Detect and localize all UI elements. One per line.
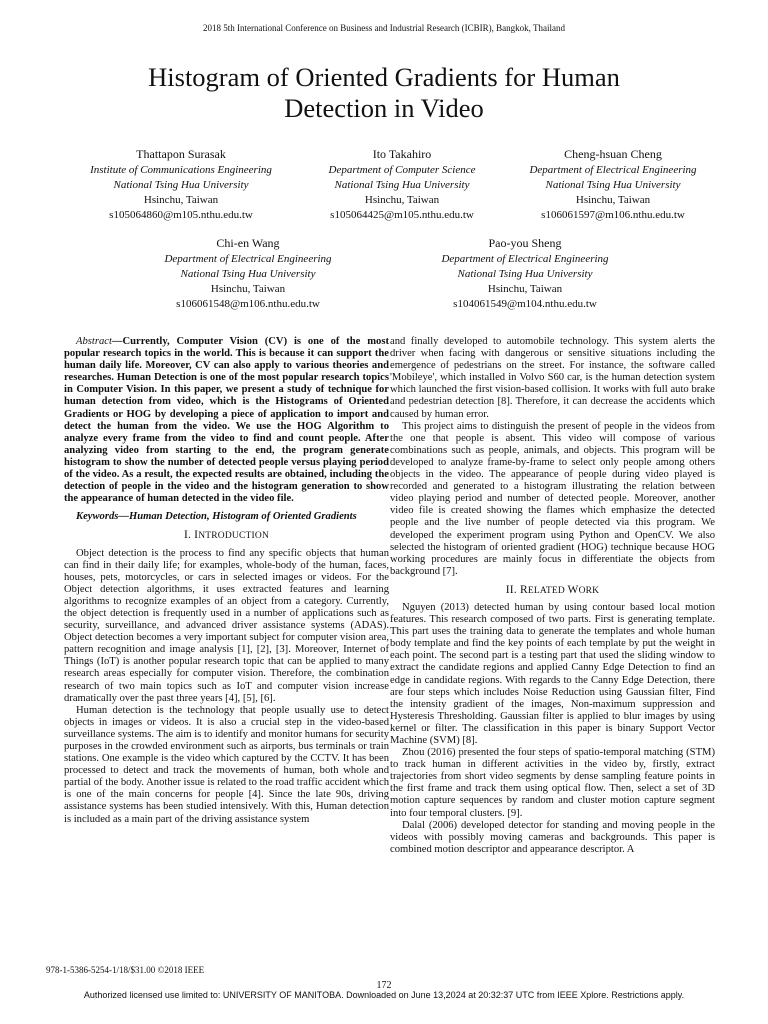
author-univ: National Tsing Hua University [545,179,681,191]
author-univ: National Tsing Hua University [180,268,316,280]
paragraph: This project aims to distinguish the present of people in the videos from the one that people is absent. This video will compose of various combinations such as people, animals, and objects. This program will be developed to analyze frame-by-frame to select only people among others objects in the video. The appearance of people during video played is recorded and generated to a histogram illustrating the relation between video playing period and number of detected people. Moreover, another video file is created showing the flames which emphasize the detected people and the live number of people detected via this program. We developed the experiment program using Python and OpenCV. We also selected the histogram of oriented gradient (HOG) technique because HOG working procedures are mainly focus in differentiate the objects from background [7]. [390,420,715,577]
author-univ: National Tsing Hua University [113,179,249,191]
author-dept: Department of Electrical Engineering [529,164,697,176]
paragraph: Object detection is the process to find any specific objects that human can find in their daily life; for examples, whole-body of the human, faces, houses, pets, motorcycles, or cars in selected images or videos. For the Object detection algorithms, it uses extracted features and learning algorithms to recognize examples of an object from a category. Currently, the object detection is frequently used in a number of applications such as security, surveillance, and advanced driver assistance systems (ADAS). Object detection becomes a very important subject for computer vision area, pattern recognition and image analysis [1], [2], [3]. Moreover, Internet of Things (IoT) is another popular research topic that can be applied to many research areas especially for computer vision. Therefore, the combination research of two main topics such as IoT and computer vision increase dramatically over the past three years [4], [5], [6]. [64,547,389,704]
right-column [390,336,715,856]
paper-title [60,62,708,124]
author-name: Chi-en Wang [216,236,280,250]
section-heading-related-work: II. RELATED WORK [505,583,600,596]
copyright-footer: 978-1-5386-5254-1/18/$31.00 ©2018 IEEE [46,965,205,975]
author-email[interactable]: s105064860@m105.nthu.edu.tw [109,209,253,221]
author-location: Hsinchu, Taiwan [364,194,440,206]
left-column [64,336,389,826]
author-email[interactable]: s105064425@m105.nthu.edu.tw [330,209,474,221]
author-name: Pao-you Sheng [488,236,562,250]
author-email[interactable]: s106061548@m106.nthu.edu.tw [176,298,320,310]
page-number: 172 [376,980,392,991]
abstract-lead: Abstract [76,336,112,347]
author-location: Hsinchu, Taiwan [575,194,651,206]
author-name: Ito Takahiro [372,147,432,161]
abstract-text: —Currently, Computer Vision (CV) is one of the most popular research topics in the world. This is because it can support the human daily life. Moreover, CV can also apply to various theories and researches. Human Detection is one of the most popular research topics in Computer Vision. In this paper, we present a study of technique for human detection from video, which is the Histograms of Oriented Gradients or HOG by developing a piece of application to import and detect the human from the video. We use the HOG Algorithm to analyze every frame from the video to find and count people. After analyzing video from starting to the end, the program generate histogram to show the number of detected people versus playing period of the video. As a result, the expected results are obtained, including the detection of people in the video and the histogram generation to show the appearance of human detected in the video file. [64,336,389,505]
author-email[interactable]: s104061549@m104.nthu.edu.tw [453,298,597,310]
author-dept: Institute of Communications Engineering [90,164,272,176]
license-notice: Authorized licensed use limited to: UNIVERSITY OF MANITOBA. Downloaded on June 13,2024 at 20:32:37 UTC from IEEE Xplore. Restrictions apply. [83,990,685,1000]
title-line-2: Detection in Video [284,93,484,123]
keywords: Keywords—Human Detection, Histogram of Oriented Gradients [76,511,357,523]
paragraph: and finally developed to automobile technology. This system alerts the driver when facing with dangerous or sensitive situations including the emergence of pedestrians on the street. For instance, the software called 'Mobileye', which installed in Volvo S60 car, is the human detection system which launched the first vision-based collision. It works with full auto brake and pedestrian detection [8]. Therefore, it can decrease the accidents which caused by human error. [390,336,715,420]
paragraph: Nguyen (2013) detected human by using contour based local motion features. This research composed of two parts. First is generating template. This part uses the training data to generate the templates and whole human body template and find the key points of each template by put the weight in each point. The second part is a testing part that used the sliding window to extract the candidate regions and applied Canny Edge Detection to find an edge in candidate regions. With regards to the Canny Edge Detection, there are four steps which includes Noise Reduction using Gaussian filter, Find the intensity gradient of the images, Non-maximum suppression and Hysteresis Thresholding. Gaussian filter is applied to blur images by using kernel or filter. The classification in this paper is binary Support Vector Machine (SVM) [8]. [390,601,715,746]
author-block-4 [128,235,368,312]
author-dept: Department of Electrical Engineering [441,253,609,265]
author-email[interactable]: s106061597@m106.nthu.edu.tw [541,209,685,221]
author-dept: Department of Computer Science [328,164,476,176]
author-block-5 [405,235,645,312]
author-univ: National Tsing Hua University [457,268,593,280]
conference-header: 2018 5th International Conference on Business and Industrial Research (ICBIR), Bangkok, Thailand [203,23,565,33]
author-location: Hsinchu, Taiwan [210,283,286,295]
paragraph: Dalal (2006) developed detector for standing and moving people in the videos with possibly moving cameras and backgrounds. This paper is combined motion descriptor and appearance descriptor. A [390,819,715,855]
paragraph: Human detection is the technology that people usually use to detect objects in images or videos. It is also a crucial step in the video-based surveillance systems. The aim is to identify and monitor humans for security purposes in the crowded environment such as airports, bus terminals or train stations. One example is the video which captured by the CCTV. It has been processed to detect and track the movements of human, both whole and partial of the body. Another issue is related to the road traffic accident which is one of the main concerns for people [4]. Since the late 90s, driving assistance systems has been studied intensively. With this, Human detection is included as a main part of the driving assistance system [64,704,389,825]
author-name: Thattapon Surasak [136,147,226,161]
abstract [64,336,389,505]
author-block-2 [290,146,514,223]
paragraph: Zhou (2016) presented the four steps of spatio-temporal matching (STM) to track human in different activities in the video by, firstly, extract trajectories from short video segments by dense sampling feature points in the first frame and track them using optical flow. Then, select a set of 3D motion capture sequences by random and cluster motion capture segment into four temporal clusters. [9]. [390,747,715,819]
author-univ: National Tsing Hua University [334,179,470,191]
author-block-3 [500,146,726,223]
author-location: Hsinchu, Taiwan [143,194,219,206]
author-dept: Department of Electrical Engineering [164,253,332,265]
author-location: Hsinchu, Taiwan [487,283,563,295]
section-heading-introduction: I. INTRODUCTION [183,529,270,542]
author-name: Cheng-hsuan Cheng [564,147,662,161]
title-line-1: Histogram of Oriented Gradients for Human [148,62,620,92]
author-block-1 [68,146,294,223]
